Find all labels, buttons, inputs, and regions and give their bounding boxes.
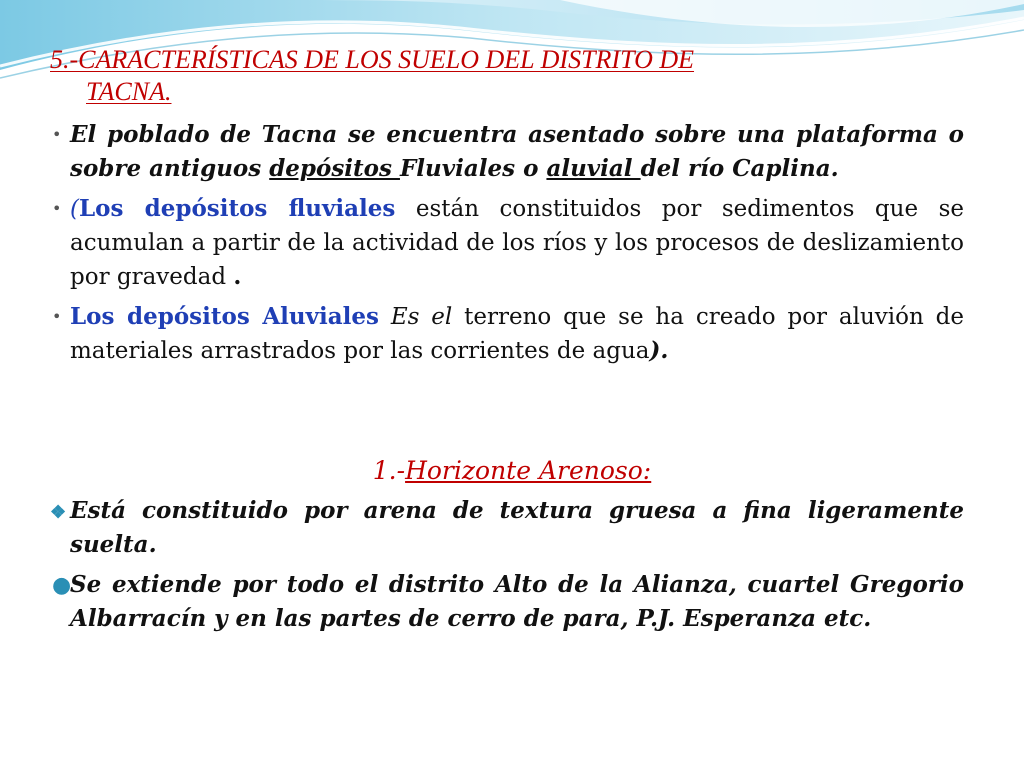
slide-title <box>50 44 930 108</box>
bullet-text-part: . <box>233 263 242 290</box>
bullet-text-part: están constituidos por sedimentos que se acumulan a partir de la actividad de los ríos y los procesos de deslizamiento por gravedad <box>70 196 964 290</box>
underlined-word: aluvial <box>546 155 641 182</box>
title-line-1: 5.-CARACTERÍSTICAS DE LOS SUELO DEL DISTRITO DE <box>50 45 695 74</box>
bullet-text <box>70 121 964 182</box>
underlined-word: depósitos <box>269 155 400 182</box>
bullet-text-part: Fluviales o <box>399 155 547 182</box>
bullet-list <box>48 118 964 374</box>
bullet-marker: • <box>52 307 62 326</box>
italic-phrase: Es el <box>378 304 453 330</box>
section-heading <box>0 454 1024 488</box>
bullet-text-part: terreno que se ha creado por aluvión de materiales arrastrados por las corrientes de agua <box>70 304 965 364</box>
bullet-item <box>48 192 964 294</box>
sub-bullet-item <box>48 494 964 562</box>
bullet-text-part: El poblado de Tacna se encuentra asentado sobre una plataforma o sobre antiguos <box>70 121 964 182</box>
heading-text: Horizonte Arenoso: <box>405 456 652 485</box>
paren-open: ( <box>70 196 79 222</box>
highlight-term: Los depósitos Aluviales <box>70 303 379 330</box>
round-bullet-icon: ● <box>52 572 72 598</box>
paren-close: ). <box>649 337 669 364</box>
sub-bullet-text: Está constituido por arena de textura gruesa a fina ligeramente suelta. <box>70 497 964 558</box>
diamond-bullet-icon: ❖ <box>50 502 67 523</box>
sub-bullet-list <box>48 494 964 642</box>
bullet-marker: • <box>52 199 62 218</box>
bullet-text-part: del río Caplina. <box>640 155 839 182</box>
bullet-item <box>48 118 964 186</box>
sub-bullet-item <box>48 568 964 636</box>
title-line-2: TACNA. <box>86 77 172 106</box>
bullet-item <box>48 300 964 368</box>
sub-bullet-text: Se extiende por todo el distrito Alto de la Alianza, cuartel Gregorio Albarracín y en las partes de cerro de para, P.J. Esperanza etc. <box>70 571 964 632</box>
highlight-term: Los depósitos fluviales <box>78 195 396 222</box>
bullet-marker: • <box>52 125 62 144</box>
heading-number: 1.- <box>372 456 406 485</box>
